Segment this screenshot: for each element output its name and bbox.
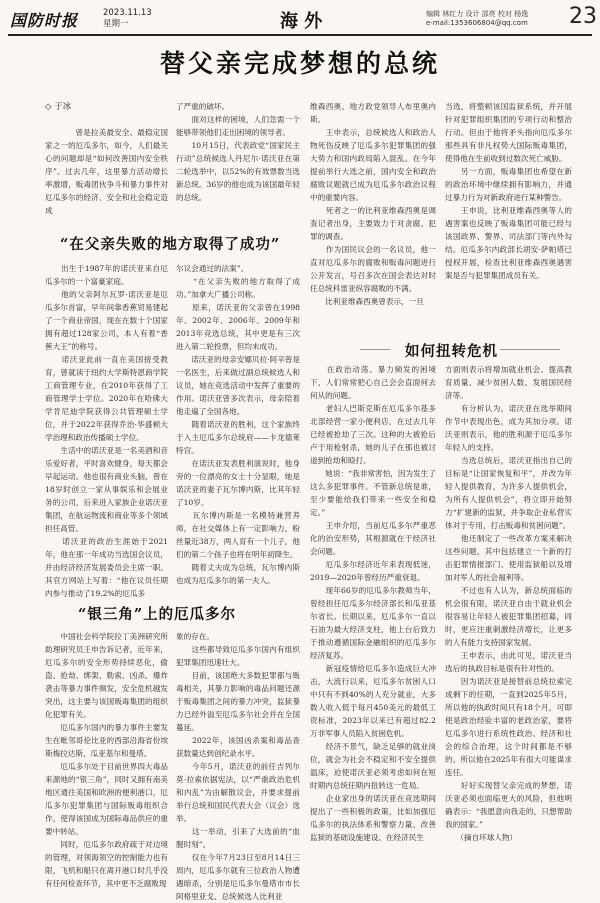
paragraph: 曾是拉美最安全、最稳定国家之一的厄瓜多尔，如今，人们最关心的问题却是“如何改善国内安全秩序”。过去几年，这里暴力活动增长率激增，贩毒团伙争斗和暴力事件对厄瓜多尔的经济、安全和社会稳定造成	[45, 128, 168, 215]
section-title: 海 外	[280, 11, 323, 32]
column-2-mid	[176, 262, 300, 592]
column-4-bottom	[445, 363, 572, 842]
subheading-3: 如何扭转危机	[405, 343, 498, 360]
editor-names: 编辑 林红力 设计 邵亮 校对 杨逸	[426, 10, 529, 18]
masthead-divider	[8, 34, 592, 36]
column-3-top	[310, 100, 436, 336]
paragraph: 尔议会通过的法案”。 “在父亲失败的地方取得了成功。”加拿大广播公司称。 原来，诺沃亚的父亲曾在1998年、2002年、2006年、2009年和2013年竞选总统，其中更是有三次进入第二轮投票，但均未成功。 诺沃亚的母亲安娜贝拉·阿辛曾是一名医生，后来做过副总统候选人和议员，她在竞选活动中发挥了重要的作用。诺沃亚曾多次表示，母亲陪着他走遍了全国各地。 随着诺沃亚的胜利，这个家族终于入主厄瓜多尔总统府——卡龙德莱特宫。 在诺沃亚发表胜利演说时，他身旁的一位漂亮的女士十分显眼，她是诺沃亚的妻子瓦尔博内斯，比其年轻了10岁。 瓦尔博内斯是一名模特兼营养师，在社交媒体上有一定影响力，粉丝量近38万，两人育有一个儿子，他们的第二个孩子也将在明年初降生。 随着丈夫成为总统，瓦尔博内斯也成为厄瓜多尔的第一夫人。	[176, 264, 300, 585]
column-1-top	[45, 126, 168, 220]
paragraph: 方面则表示将增加就业机会、提高教育质量、减少贫困人数、发展国民经济等。 有分析认为，诺沃亚在选举期间作节中表现出色，成为其加分项。诺沃亚则表示，他的胜利源于厄瓜多尔年轻人的支持。 当选总统后，诺沃亚指出自己的目标是“让国家恢复和平”，并改为年轻人提供教育，为许多人提供机会，为所有人提供机会”，将立即开始努力“扩建新的监狱，并争取企业私营实体对于专用，打击贩毒和贫困问题”。 他还制定了一些改革方案来解决这些问题，其中包括建立一个新的打击犯罪情报部门、使用监狱船以及增加对军人的社会福利等。 不过也有人认为，新总统面临的机会很有限，诺沃亚自由于就业机会很容易让年轻人被犯罪集团招募，同时，更应注重刺激经济增长，让更多的人有能力支持国家发展。 王申表示，由此可见，诺沃亚当选后的执政目标是很有针对性的。 因为诺沃亚是接替前总统拉索完成剩下的任期，一直到2025年5月，所以他的执政时间只有18个月，可即使是政治经验丰富的老政治家，要将厄瓜多尔进行系统性政治、经济和社会的综合治理，这个时间都是不够的。所以他在2025年有很大可能谋求连任。 好好实现替父亲完成的梦想，诺沃亚必须也面临更大的风险，但他明确表示：“我愿意向我走的，只想帮助我的国家。” （摘自环球人物）	[445, 365, 572, 842]
subhead-line-right	[500, 349, 560, 350]
paragraph: 象的存在。 这些都导致厄瓜多尔国内有组织犯罪集团迅速壮大。 目前，该国绝大多数犯罪都与贩毒相关，其暴力影响的毒品问题还源于贩毒集团之间的暴力冲突，监狱暴力已经外溢至厄瓜多尔社会并在全国蔓延。 2022年，该国凶杀案和毒品查获数量达到创纪录水平。 今年5月，诺沃亚的前任吉列尔莫·拉索依据宪法，以“严重政治危机和内乱”为由解散议会，并要求提前举行总统和国民代表大会（议会）选举。 这一举动，引来了大选前的“血腥时刻”。 仅在今年7月23日至8月14日三周内，厄瓜多尔就有三位政治人物遭遇暗杀，分别是厄瓜多尔曼塔市市长阿格里亚戈、总统候选人比利亚	[176, 632, 300, 901]
newspaper-logo: 国防时报	[10, 11, 79, 30]
page-number: 23	[569, 4, 597, 29]
column-1-bottom	[45, 630, 168, 888]
column-3-bottom	[310, 363, 436, 842]
paragraph: 当选，将整顿该国监狱系统，并开展针对犯罪组织集团的专项行动和整治行动。但由于他将矛头指向厄瓜多尔那些具有非凡权势大国际贩毒集团，使得他在生前收到过数次死亡威胁。 另一方面，贩毒集团也希望在新的政治环境中继续拥有影响力，并通过暴力行为对新政府进行某种警告。 王申说，比利亚维森西奥等人的遇害案也反映了贩毒集团可能已经与该国政界、警界、司法部门等内外勾结。厄瓜多尔内政部长胡安·萨帕塔已授权开展，检查比利亚维森西奥遇害案是否与犯罪集团成员有关。	[445, 102, 572, 280]
paragraph: 中国社会科学院拉丁美洲研究所助理研究员王申告诉记者，近年来，厄瓜多尔的安全形势持续恶化，偷盗、抢劫、绑架、勒索、凶杀、爆炸袭击等暴力事件频发，安全危机越发突出，这主要与该国贩毒集团的组织化犯罪有关。 厄瓜多尔国内的暴力事件主要发生在毗邻哥伦比亚的西部沿海省份埃斯梅拉达斯、瓜亚基尔和曼塔。 厄瓜多尔处于目前世界四大毒品来源地的“银三角”，同时又拥有南美地区通往美国和欧洲的便利港口，厄瓜多尔犯罪集团与国际贩毒组织合作，使得该国成为国际毒品供应的重要中转站。 同时，厄瓜多尔政府疏于对边境的管理，对领海领空的控制能力也有限，飞机和船只在离开港口时几乎没有任何检查环节，其中更不乏腐败现	[45, 632, 168, 888]
editor-credits	[426, 10, 528, 28]
issue-date	[103, 8, 152, 30]
paragraph: 出生于1987年的诺沃亚来自厄瓜多尔的一个富豪家庭。 他的父亲阿尔瓦罗·诺沃亚是厄瓜多尔首富，早年间靠香蕉贸易建起了一个商业帝国，现在在数十个国家拥有超过128家公司，本人有着“香蕉大王”的称号。 诺沃亚此前一直在美国接受教育，曾就读于纽约大学斯特恩商学院工商管理专业，在2010年获得了工商管理学士学位。2020年在哈佛大学肯尼迪学院获得公共管理硕士学位，并于2022年获得乔治·华盛顿大学治理和政治传播硕士学位。 生活中的诺沃亚是一名美酒和音乐爱好者，平时喜欢健身，每天都会早起运动。他也很有商业头脑，曾在18岁时创立一家从事娱乐和会展业务的公司，后来进入家族企业诺沃亚集团，在航运物流和商业等多个领域担任高管。 诺沃亚的政治生涯始于2021年，他在那一年成功当选国会议员，并由经济经济发展委员会主席一职。其官方网站上写着：“他在议员任期内参与推动了19.2%的厄瓜多	[45, 264, 168, 598]
paragraph: 维森西奥、地方政党领导人布里奥内斯。 王申表示，总统候选人和政治人物死伤反映了厄瓜多尔犯罪集团的强大势力和国内政局陷入混乱。在今年提前举行大选之前，国内安全和政治腐败议题就已成为厄瓜多尔政治议程中的重要内容。 死者之一的比利亚维森西奥是调查记者出身，主要致力于对贪腐、犯罪的调查。 作为国民议会的一名议员，他一直对厄瓜多尔的腐败和贩毒问题进行公开发言，号召多次在国会表达对时任总统科雷亚纵容腐败的不满。 比利亚维森西奥曾表示，一旦	[310, 102, 436, 306]
column-2-top	[176, 100, 300, 220]
column-1-mid	[45, 262, 168, 598]
article-byline: ◇ 于冰	[45, 102, 72, 112]
column-2-bottom	[176, 630, 300, 901]
issue-weekday: 星期一	[103, 19, 129, 29]
masthead	[8, 4, 597, 34]
issue-date-value: 2023.11.13	[103, 8, 152, 18]
subheading-1: “在父亲失败的地方取得了成功”	[60, 236, 281, 253]
subheading-2: “银三角”上的厄瓜多尔	[78, 606, 237, 623]
article-headline: 替父亲完成梦想的总统	[159, 49, 440, 78]
paragraph: 在政治动荡、暴力频发的困境下，人们常常把心自己会会直面何去何从的问题。 老妇人巴斯克斯在厄瓜多尔基多北部经营一家小便利店，在过去几年已经被抢劫了三次。这种的大被抢后卢于用枪射杀，她的儿子在那也被讨道到抢劫和殴打。 她说：“我非常害怕，因为发生了这么多犯罪事件。不管新总统是谁，至少要能给我们带来一些安全和稳定。” 王申介绍，当前厄瓜多尔严重恶化的治安形势，其根源就在于经济社会问题。 厄瓜多尔经济近年来表现低迷，2019—2020年曾经历严重衰退。 现年66岁的厄瓜多尔教师当年，曾经担任厄瓜多尔经济部长和瓜亚基尔省长。长期以来，厄瓜多尔一直以石油为最大经济支柱，他上台后致力于推动遵循国际金融组织的厄瓜多尔经济复苏。 新冠疫情给厄瓜多尔造成巨大冲击，大流行以来，厄瓜多尔贫困人口中只有不到40%的人充分就业，大多数人收入低于每月450美元的最低工资标准，2023年以来已有超过82.2万非军事人员陷入贫困危机。 经济不景气，缺乏足够的就业岗位，就会为社会不稳定和不安全提供温床，迫使诺沃亚必须考虑如何在短时期内总统任期内扭转这一危局。 企业家出身的诺沃亚在竞选期间提出了一些积极的政策，比如加强厄瓜多尔的执法体系和警察力量、改善监狱的基础设施建设、在经济民生	[310, 365, 436, 842]
subhead-line-left	[360, 349, 390, 350]
editor-email: e-mail:1353606804@qq.com	[426, 19, 528, 27]
paragraph: 了严重的破坏。 面对这样的困境，人们急需一个能够带领他们走出困境的领导者。 10月15日，代表政党“国家民主行动”总统候选人丹尼尔·诺沃亚在第二轮选举中，以52%的有效票数当选新总统。36岁的他也成为该国最年轻的总统。	[176, 102, 300, 202]
column-4-top	[445, 100, 572, 336]
